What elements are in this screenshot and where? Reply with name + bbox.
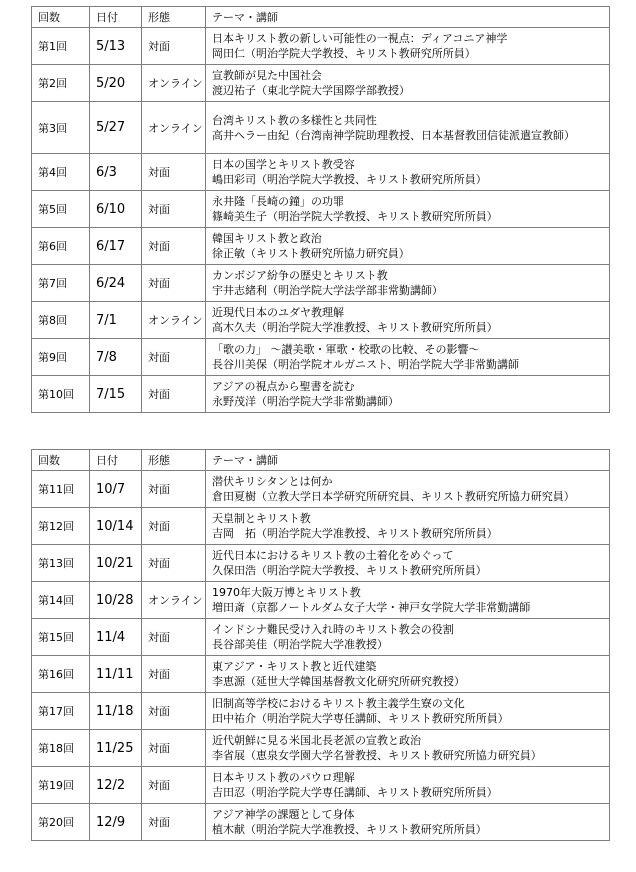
session-theme: 1970年大阪万博とキリスト教 [212, 586, 361, 599]
session-date: 12/2 [90, 767, 142, 804]
session-format: 対面 [142, 471, 206, 508]
session-date: 5/27 [90, 102, 142, 154]
session-number: 第17回 [32, 693, 90, 730]
schedule-body-spring [32, 28, 610, 413]
session-number: 第9回 [32, 339, 90, 376]
session-theme-cell [206, 28, 610, 65]
session-lecturer: 嶋田彩司（明治学院大学教授、キリスト教研究所所員） [212, 173, 487, 186]
session-format: 対面 [142, 154, 206, 191]
table-row [32, 804, 610, 841]
session-theme: アジアの視点から聖書を読む [212, 380, 355, 393]
table-row [32, 102, 610, 154]
session-format: 対面 [142, 265, 206, 302]
session-lecturer: 田中祐介（明治学院大学専任講師、キリスト教研究所所員） [212, 712, 509, 725]
session-number: 第6回 [32, 228, 90, 265]
session-theme-cell [206, 730, 610, 767]
session-theme-cell [206, 508, 610, 545]
table-row [32, 582, 610, 619]
session-number: 第8回 [32, 302, 90, 339]
session-date: 6/10 [90, 191, 142, 228]
session-date: 11/25 [90, 730, 142, 767]
session-lecturer: 吉岡 拓（明治学院大学准教授、キリスト教研究所所員） [212, 527, 498, 540]
session-lecturer: 岡田仁（明治学院大学教授、キリスト教研究所所員） [212, 47, 476, 60]
table-row [32, 28, 610, 65]
table-row [32, 767, 610, 804]
session-date: 7/8 [90, 339, 142, 376]
session-theme-cell [206, 582, 610, 619]
session-theme-cell [206, 656, 610, 693]
session-theme-cell [206, 191, 610, 228]
session-theme: カンボジア紛争の歴史とキリスト教 [212, 269, 388, 282]
schedule-table-autumn [31, 449, 610, 841]
session-format: 対面 [142, 804, 206, 841]
table-row [32, 656, 610, 693]
session-format: 対面 [142, 228, 206, 265]
session-format: 対面 [142, 767, 206, 804]
session-number: 第7回 [32, 265, 90, 302]
session-date: 6/17 [90, 228, 142, 265]
table-row [32, 228, 610, 265]
table-header-row [32, 7, 610, 28]
session-date: 7/15 [90, 376, 142, 413]
session-date: 10/14 [90, 508, 142, 545]
session-number: 第3回 [32, 102, 90, 154]
session-number: 第14回 [32, 582, 90, 619]
table-row [32, 693, 610, 730]
session-date: 5/13 [90, 28, 142, 65]
session-number: 第13回 [32, 545, 90, 582]
session-theme-cell [206, 102, 610, 154]
header-format: 形態 [142, 7, 206, 28]
table-row [32, 154, 610, 191]
session-number: 第12回 [32, 508, 90, 545]
header-format: 形態 [142, 450, 206, 471]
session-lecturer: 植木献（明治学院大学准教授、キリスト教研究所所員） [212, 823, 487, 836]
session-theme-cell [206, 619, 610, 656]
session-theme-cell [206, 228, 610, 265]
session-date: 12/9 [90, 804, 142, 841]
session-theme-cell [206, 154, 610, 191]
session-lecturer: 久保田浩（明治学院大学教授、キリスト教研究所所員） [212, 564, 487, 577]
session-lecturer: 永野茂洋（明治学院大学非常勤講師） [212, 395, 399, 408]
header-theme: テーマ・講師 [206, 450, 610, 471]
table-row [32, 730, 610, 767]
table-row [32, 65, 610, 102]
session-lecturer: 高井ヘラー由紀（台湾南神学院助理教授、日本基督教団信徒派遣宣教師） [212, 128, 575, 142]
table-row [32, 376, 610, 413]
session-theme: 日本キリスト教のパウロ理解 [212, 771, 355, 784]
session-theme: 東アジア・キリスト教と近代建築 [212, 660, 377, 673]
session-lecturer: 増田斎（京都ノートルダム女子大学・神戸女学院大学非常勤講師 [212, 601, 531, 614]
session-date: 11/4 [90, 619, 142, 656]
session-lecturer: 高木久夫（明治学院大学准教授、キリスト教研究所所員） [212, 321, 498, 334]
session-format: 対面 [142, 619, 206, 656]
session-date: 11/18 [90, 693, 142, 730]
session-theme: 旧制高等学校におけるキリスト教主義学生寮の文化 [212, 697, 465, 710]
session-lecturer: 宇井志緒利（明治学院大学法学部非常勤講師） [212, 284, 443, 297]
session-date: 11/11 [90, 656, 142, 693]
table-row [32, 302, 610, 339]
session-theme: 永井隆「長崎の鐘」の功罪 [212, 195, 344, 208]
schedule-table-spring [31, 6, 610, 413]
session-theme: 近代日本におけるキリスト教の土着化をめぐって [212, 549, 454, 562]
header-date: 日付 [90, 450, 142, 471]
header-date: 日付 [90, 7, 142, 28]
session-theme-cell [206, 767, 610, 804]
session-number: 第15回 [32, 619, 90, 656]
session-lecturer: 李省展（恵泉女学園大学名誉教授、キリスト教研究所協力研究員） [212, 749, 542, 762]
session-number: 第5回 [32, 191, 90, 228]
session-theme: インドシナ難民受け入れ時のキリスト教会の役割 [212, 623, 454, 636]
session-theme-cell [206, 339, 610, 376]
session-lecturer: 長谷川美保（明治学院オルガニスト、明治学院大学非常勤講師 [212, 358, 520, 371]
schedule-body-autumn [32, 471, 610, 841]
session-format: 対面 [142, 545, 206, 582]
session-number: 第16回 [32, 656, 90, 693]
session-theme: 近現代日本のユダヤ教理解 [212, 306, 344, 319]
session-theme: 天皇制とキリスト教 [212, 512, 311, 525]
session-date: 10/28 [90, 582, 142, 619]
session-lecturer: 長谷部美佳（明治学院大学准教授） [212, 638, 388, 651]
session-theme-cell [206, 302, 610, 339]
session-date: 10/7 [90, 471, 142, 508]
session-format: 対面 [142, 376, 206, 413]
session-date: 6/24 [90, 265, 142, 302]
session-date: 5/20 [90, 65, 142, 102]
session-theme: 台湾キリスト教の多様性と共同性 [212, 113, 377, 127]
session-theme-cell [206, 804, 610, 841]
session-date: 6/3 [90, 154, 142, 191]
session-number: 第10回 [32, 376, 90, 413]
session-lecturer: 渡辺祐子（東北学院大学国際学部教授） [212, 84, 410, 97]
session-format: 対面 [142, 191, 206, 228]
session-number: 第19回 [32, 767, 90, 804]
session-theme: 韓国キリスト教と政治 [212, 232, 322, 245]
session-number: 第11回 [32, 471, 90, 508]
session-date: 7/1 [90, 302, 142, 339]
table-row [32, 619, 610, 656]
session-theme: 潜伏キリシタンとは何か [212, 475, 333, 488]
session-format: オンライン [142, 582, 206, 619]
session-theme: 日本の国学とキリスト教受容 [212, 158, 355, 171]
session-theme: アジア神学の課題として身体 [212, 808, 355, 821]
session-format: 対面 [142, 508, 206, 545]
session-theme-cell [206, 65, 610, 102]
session-theme-cell [206, 693, 610, 730]
table-row [32, 471, 610, 508]
session-theme-cell [206, 376, 610, 413]
header-num: 回数 [32, 7, 90, 28]
session-theme: 宣教師が見た中国社会 [212, 69, 322, 82]
session-number: 第4回 [32, 154, 90, 191]
header-theme: テーマ・講師 [206, 7, 610, 28]
header-num: 回数 [32, 450, 90, 471]
session-format: 対面 [142, 28, 206, 65]
session-theme: 近代朝鮮に見る米国北長老派の宣教と政治 [212, 734, 421, 747]
session-lecturer: 李恵源（延世大学韓国基督教文化研究所研究教授） [212, 675, 465, 688]
session-number: 第1回 [32, 28, 90, 65]
session-lecturer: 吉田忍（明治学院大学専任講師、キリスト教研究所所員） [212, 786, 498, 799]
session-number: 第2回 [32, 65, 90, 102]
session-format: 対面 [142, 339, 206, 376]
table-row [32, 265, 610, 302]
session-theme-cell [206, 471, 610, 508]
session-format: オンライン [142, 302, 206, 339]
table-row [32, 191, 610, 228]
session-lecturer: 篠崎美生子（明治学院大学教授、キリスト教研究所所員） [212, 210, 498, 223]
table-row [32, 508, 610, 545]
session-format: 対面 [142, 656, 206, 693]
session-theme-cell [206, 545, 610, 582]
session-theme-cell [206, 265, 610, 302]
session-format: 対面 [142, 730, 206, 767]
table-row [32, 339, 610, 376]
session-lecturer: 倉田夏樹（立教大学日本学研究所研究員、キリスト教研究所協力研究員） [212, 490, 575, 503]
session-lecturer: 徐正敏（キリスト教研究所協力研究員） [212, 247, 410, 260]
session-date: 10/21 [90, 545, 142, 582]
session-number: 第20回 [32, 804, 90, 841]
table-header-row [32, 450, 610, 471]
session-format: オンライン [142, 65, 206, 102]
session-format: オンライン [142, 102, 206, 154]
session-number: 第18回 [32, 730, 90, 767]
table-row [32, 545, 610, 582]
session-format: 対面 [142, 693, 206, 730]
session-theme: 「歌の力」 ～讃美歌・軍歌・校歌の比較、その影響～ [212, 343, 480, 356]
session-theme: 日本キリスト教の新しい可能性の一視点：ディアコニア神学 [212, 32, 508, 45]
